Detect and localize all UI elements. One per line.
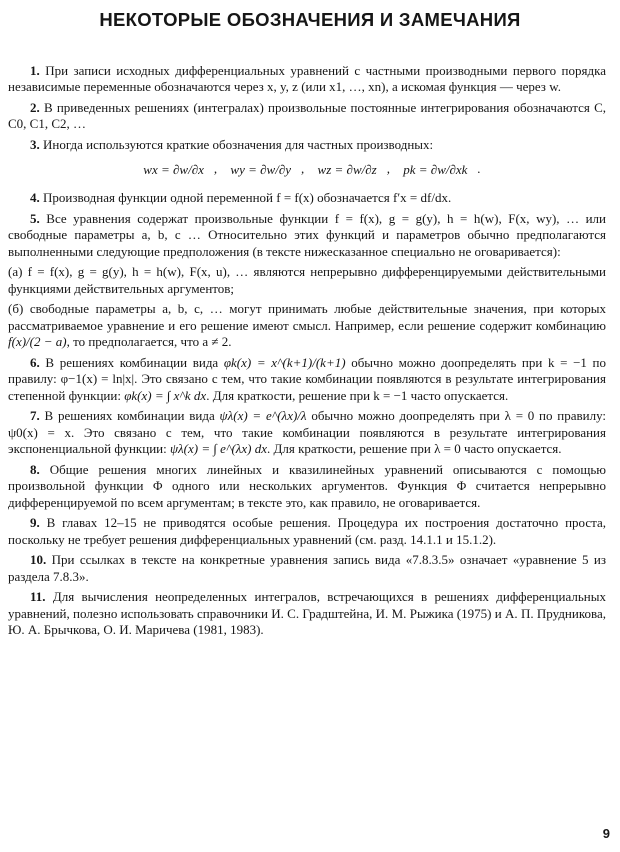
item-text: В приведенных решениях (интегралах) произвольные постоянные интегрирования обозначаются C, C0, C1, C2, … — [8, 99, 606, 131]
item-6 — [8, 355, 606, 405]
formula-psi: ψλ(x) = e^(λx)/λ — [219, 408, 307, 424]
formula-combo: f(x)/(2 − a) — [8, 334, 67, 350]
item-number: 4. — [30, 190, 40, 206]
item-number: 6. — [30, 354, 40, 370]
page-title: НЕКОТОРЫЕ ОБОЗНАЧЕНИЯ И ЗАМЕЧАНИЯ — [99, 9, 521, 30]
item-11 — [8, 589, 606, 639]
formula-phi-k: φk(x) = x^(k+1)/(k+1) — [223, 354, 346, 370]
item-7 — [8, 408, 606, 458]
item-8 — [8, 462, 606, 512]
item-number: 10. — [30, 552, 47, 568]
item-text: Общие решения многих линейных и квазилинейных уравнений описываются с помощью произвольной функции Φ одного или нескольких аргументов. Функция Φ считается непрерывно дифференцируемой по всем аргументам; в тексте это, как правило, не оговаривается. — [8, 461, 607, 510]
item-text: В решениях комбинации вида — [45, 354, 219, 370]
item-3 — [8, 137, 606, 154]
item-number: 8. — [30, 461, 40, 477]
item-10 — [8, 552, 606, 585]
item-text: , то предполагается, что a ≠ 2. — [66, 334, 232, 350]
formula-phi-int: φk(x) = ∫ x^k dx — [124, 387, 207, 403]
item-text: При ссылках в тексте на конкретные уравнения запись вида «7.8.3.5» означает «уравнение 5 из раздела 7.8.3». — [8, 552, 606, 584]
item-text: обычно можно доопределять при λ = 0 по правилу: ψ0(x) = x. Это связано с тем, что такие комбинации появляются в результате интегрирования экспоненциальной функции: — [8, 408, 607, 457]
item-1 — [8, 63, 606, 96]
item-text: (б) свободные параметры a, b, c, … могут принимать любые действительные значения, при которых рассматриваемое уравнение и его решение имеют смысл. Например, если решение содержит комбинацию — [8, 301, 606, 333]
formula-wz: wz = ∂w/∂z — [317, 161, 377, 177]
item-text: обычно можно доопределять при k = −1 по правилу: φ−1(x) = ln|x|. Это связано с тем, что такие комбинации появляются в результате интегрирования степенной функции: — [8, 354, 606, 403]
item-text: . Для краткости, решение при λ = 0 часто опускается. — [267, 441, 562, 457]
item-text: Производная функции одной переменной f = f(x) обозначается f′x = df/dx. — [43, 190, 452, 206]
item-text: В главах 12–15 не приводятся особые решения. Процедура их построения достаточно проста, поскольку не требует решения дифференциальных уравнений (см. разд. 14.1.1 и 15.1.2). — [8, 515, 606, 547]
item-text: При записи исходных дифференциальных уравнений с частными производными первого порядка независимые переменные обозначаются через x, y, z (или x1, …, xn), а искомая функция — через w. — [8, 62, 607, 94]
item-number: 3. — [30, 136, 40, 152]
item-2 — [8, 100, 606, 133]
item-text: В решениях комбинации вида — [44, 408, 215, 424]
item-9 — [8, 515, 606, 548]
item-5 — [8, 211, 606, 261]
item-text: . Для краткости, решение при k = −1 часто опускается. — [206, 387, 509, 403]
item-number: 11. — [30, 589, 46, 605]
item-number: 7. — [30, 408, 40, 424]
formula-wy: wy = ∂w/∂y — [230, 161, 292, 177]
item-text: Все уравнения содержат произвольные функции f = f(x), g = g(y), h = h(w), F(x, wy), … или свободные параметры a, b, c … Относительно этих функций и параметров обычно предполагаются выполненными следующие предположения (в тексте нижесказанное специально не оговаривается): — [8, 210, 606, 259]
page-number: 9 — [602, 826, 610, 841]
item-number: 2. — [30, 99, 40, 115]
partial-derivatives-display: wx = ∂w/∂x , wy = ∂w/∂y , wz = ∂w/∂z , pk = ∂w/∂xk . — [143, 161, 481, 177]
item-text: Для вычисления неопределенных интегралов, встречающихся в решениях дифференциальных уравнений, полезно использовать справочники И. С. Градштейна, И. М. Рыжика (1975) и А. П. Прудникова, Ю. А. Брычкова, О. И. Маричева (1981, 1983). — [8, 589, 606, 638]
item-5-b — [8, 301, 606, 351]
item-4 — [8, 190, 606, 207]
item-5-a: (а) f = f(x), g = g(y), h = h(w), F(x, u), … являются непрерывно дифференцируемыми действительными функциями действительных аргументов; — [8, 264, 606, 296]
formula-psi-int: ψλ(x) = ∫ e^(λx) dx — [169, 441, 268, 457]
formula-wx: wx = ∂w/∂x — [143, 161, 204, 177]
formula-pk: pk = ∂w/∂xk — [403, 161, 468, 177]
item-number: 5. — [30, 210, 40, 226]
item-number: 1. — [30, 62, 40, 78]
item-number: 9. — [30, 515, 40, 531]
item-text: Иногда используются краткие обозначения для частных производных: — [43, 136, 434, 152]
